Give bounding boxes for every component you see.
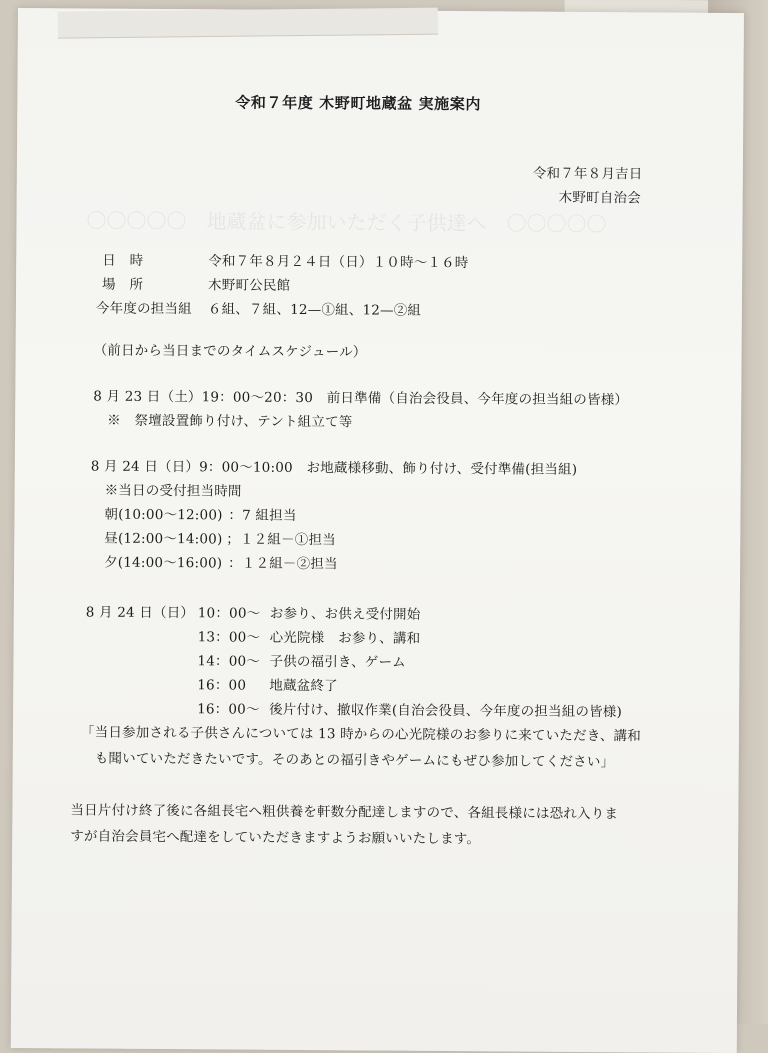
shift-group-evening: ：１２組－②担当 <box>228 555 338 573</box>
folded-paper-strip <box>58 8 438 39</box>
info-value-groups: ６組、７組、12—①組、12—②組 <box>207 301 422 319</box>
shift-group-noon: ；１２組－①担当 <box>226 531 336 549</box>
quote-line-1: 「当日参加される子供さんについては 13 時からの心光院様のお参りに来ていただき、講和 <box>80 724 642 745</box>
bleed-through-text: 〇〇〇〇〇 地蔵盆に参加いただく子供達へ 〇〇〇〇〇 <box>86 208 607 237</box>
event-time-3: 14：00～ <box>197 653 261 670</box>
document-page <box>11 8 744 1053</box>
shift-time-noon: 昼(12:00～14:00) <box>104 530 223 548</box>
event-time-1: 10：00～ <box>197 605 261 622</box>
quote-line-2: も聞いていただきたいです。そのあとの福引きやゲームにもぜひ参加してください」 <box>94 750 615 771</box>
shift-time-morning: 朝(10:00～12:00) <box>104 506 223 524</box>
shift-group-morning: ：7 組担当 <box>228 507 297 524</box>
issue-date: 令和７年８月吉日 <box>532 165 643 183</box>
shift-time-evening: 夕(14:00～16:00) <box>104 554 223 572</box>
event-desc-5: 後片付け、撤収作業(自治会役員、今年度の担当組の皆様) <box>269 701 623 721</box>
day1-line: 8 月 23 日（土）19：00～20：30 前日準備（自治会役員、今年度の担当組の皆様） <box>93 388 629 409</box>
event-time-5: 16：00～ <box>197 701 260 718</box>
events-date: 8 月 24 日（日） <box>85 604 195 622</box>
reception-note: ※当日の受付担当時間 <box>104 482 242 500</box>
issuer: 木野町自治会 <box>558 189 641 207</box>
event-time-2: 13：00～ <box>197 629 261 646</box>
event-desc-1: お参り、お供え受付開始 <box>269 605 421 623</box>
day2-prep-line: 8 月 24 日（日）9：00～10:00 お地蔵様移動、飾り付け、受付準備(担当組) <box>90 458 578 478</box>
info-label-place: 場 所 <box>102 276 144 293</box>
document-title: 令和７年度 木野町地蔵盆 実施案内 <box>235 93 482 114</box>
closing-line-2: すが自治会員宅へ配達をしていただきますようお願いいたします。 <box>70 828 481 848</box>
event-desc-4: 地蔵盆終了 <box>269 677 338 695</box>
closing-line-1: 当日片付け終了後に各組長宅へ粗供養を軒数分配達しますので、各組長様には恐れ入りま <box>70 802 619 823</box>
info-value-datetime: 令和７年８月２４日（日）１０時～１６時 <box>208 253 469 272</box>
event-time-4: 16：00 <box>197 677 247 694</box>
event-desc-3: 子供の福引き、ゲーム <box>269 653 406 671</box>
event-desc-2: 心光院様 お参り、講和 <box>269 629 421 647</box>
info-value-place: 木野町公民館 <box>208 277 291 294</box>
info-label-datetime: 日 時 <box>102 252 144 269</box>
info-label-groups: 今年度の担当組 <box>95 300 192 318</box>
schedule-heading: （前日から当日までのタイムスケジュール） <box>93 342 367 361</box>
day1-note: ※ 祭壇設置飾り付け、テント組立て等 <box>107 412 353 431</box>
